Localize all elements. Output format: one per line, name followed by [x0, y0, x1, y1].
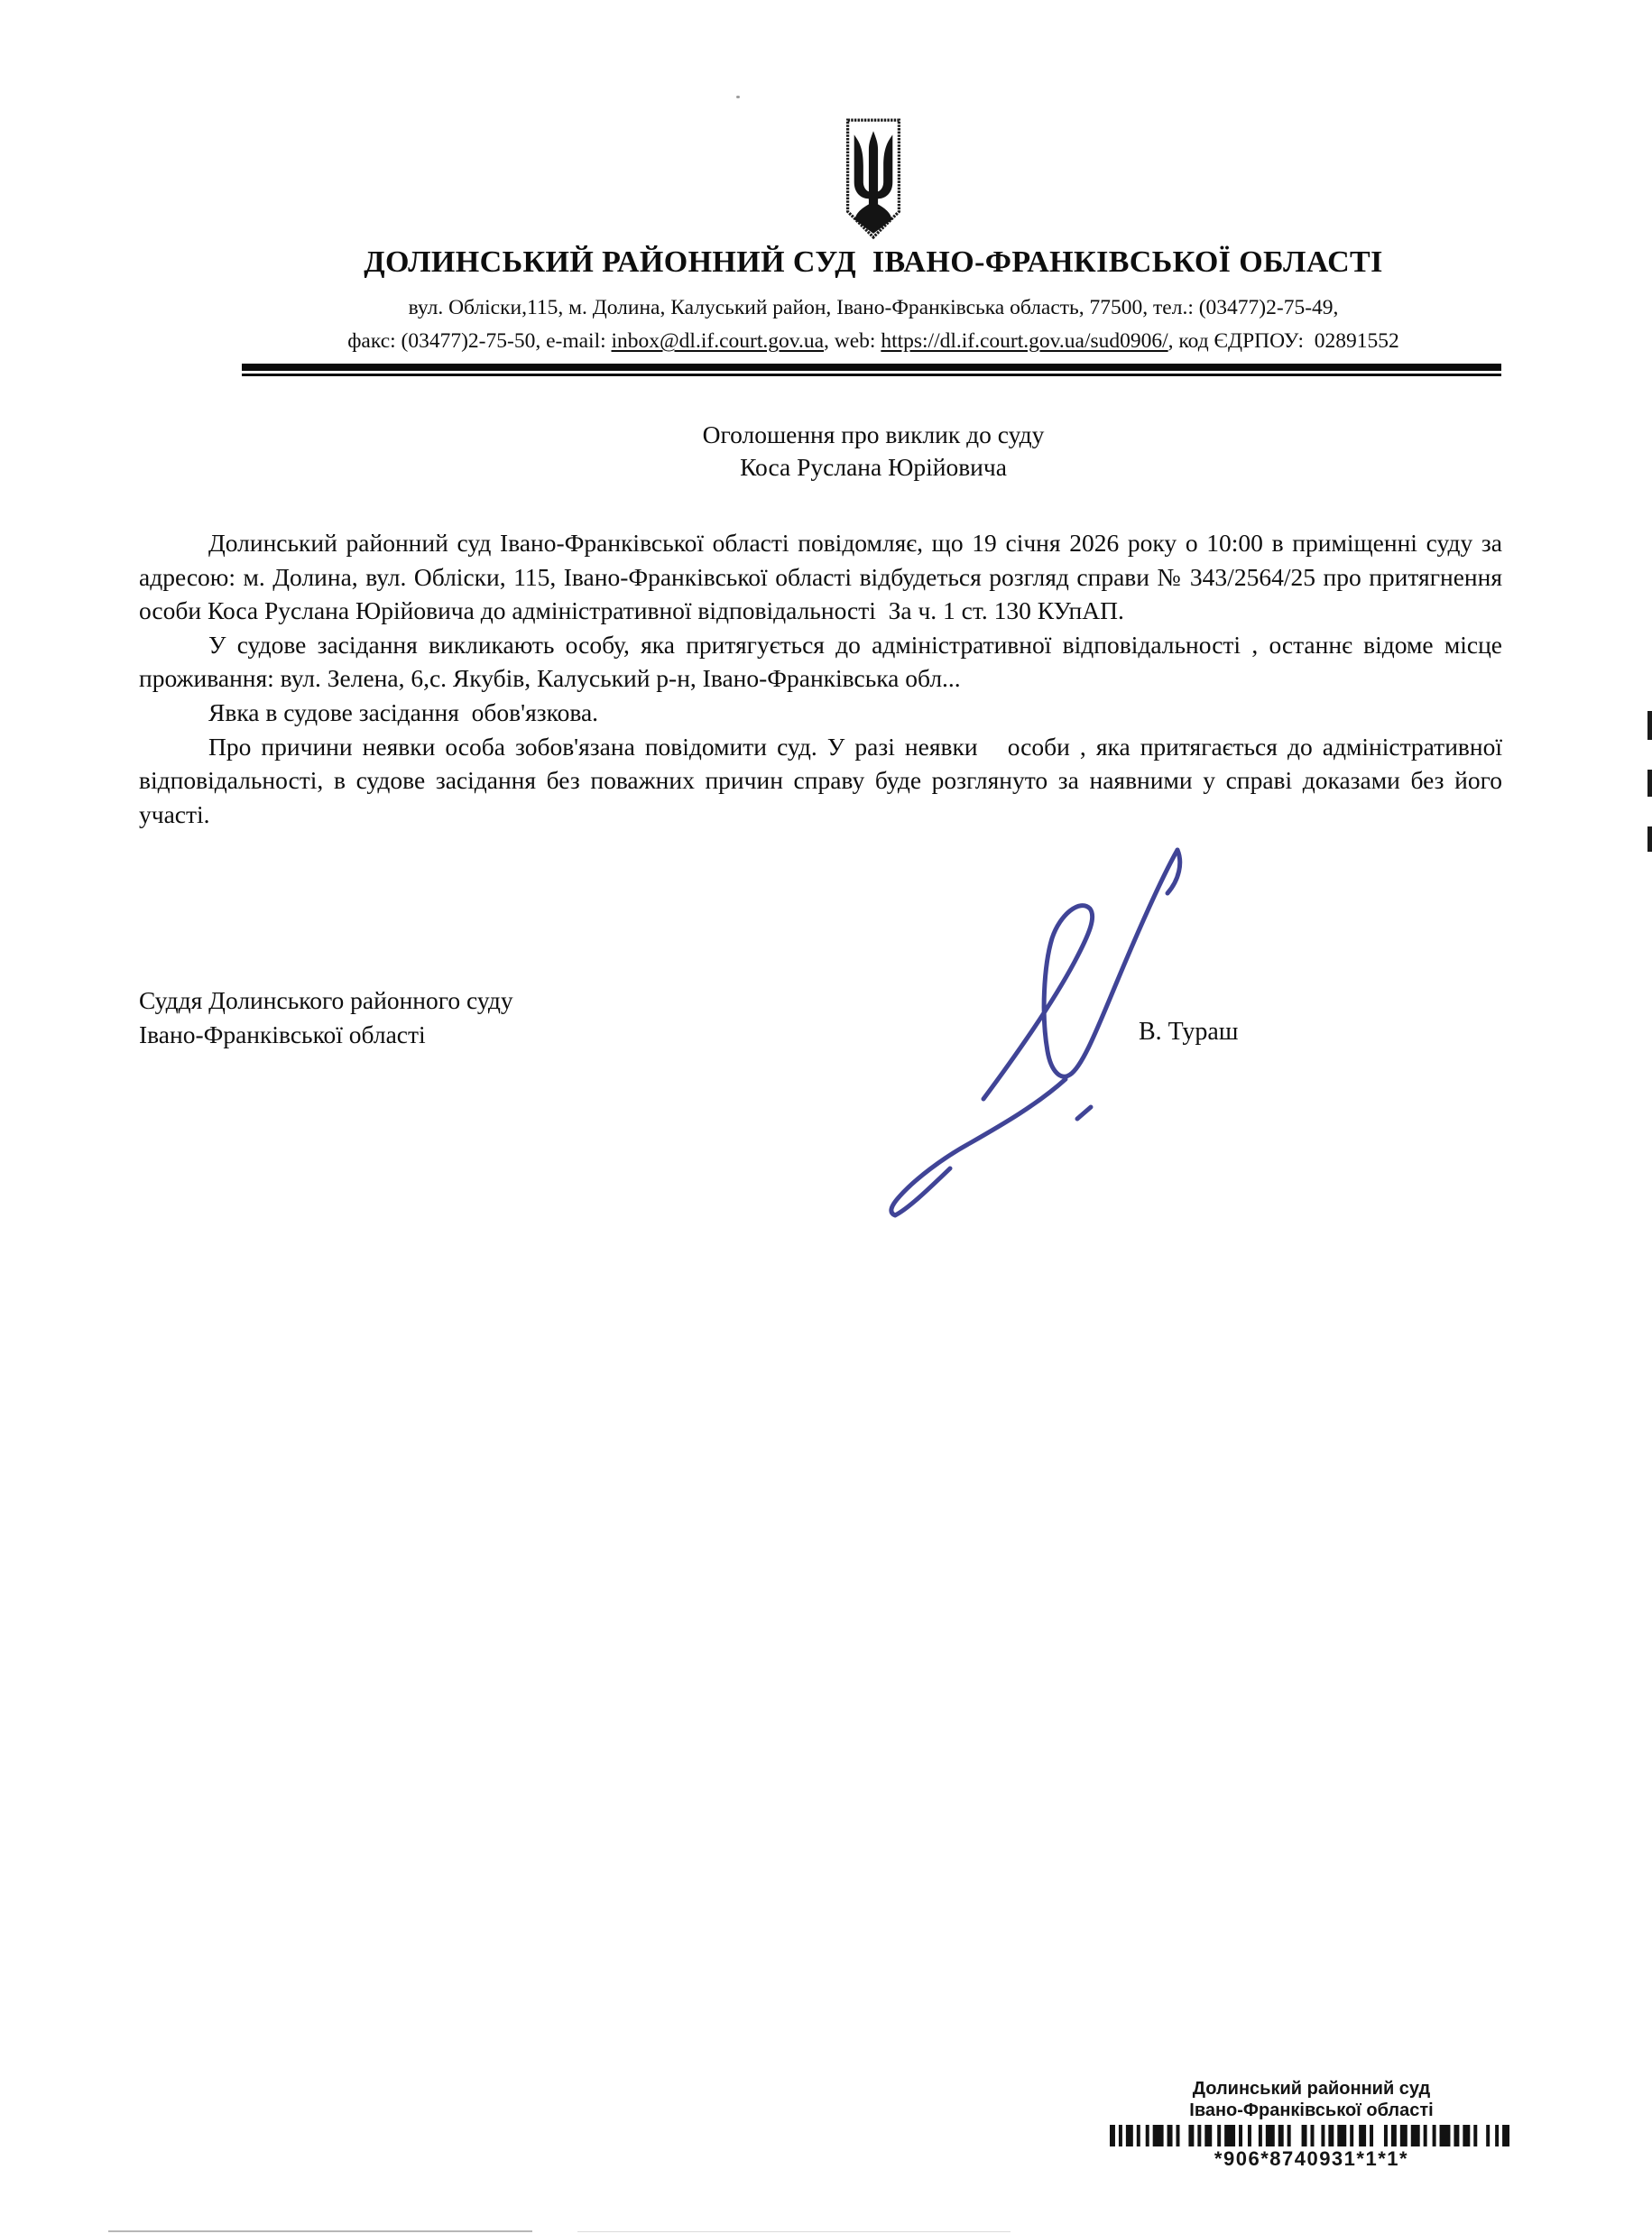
judge-title-line2: Івано-Франківської області — [139, 1020, 426, 1048]
court-address-line: вул. Обліски,115, м. Долина, Калуський район, Івано-Франківська область, 77500, тел.: (03477)2-75-49, — [408, 296, 1339, 319]
scan-edge-artifact — [1647, 711, 1652, 740]
edrpou-code: , код ЄДРПОУ: 02891552 — [1167, 329, 1399, 353]
paragraph-absence-warning: Про причини неявки особа зобов'язана повідомити суд. У разі неявки особи , яка притягається до адміністративної відповідальності, в судове засідання без поважних причин справу буде розглянуто за наявними у справі доказами без його участі. — [139, 732, 1509, 828]
paragraph-hearing-info: Долинський районний суд Івано-Франківської області повідомляє, що 19 січня 2026 року о 10:00 в приміщенні суду за адресою: м. Долина, вул. Обліски, 115, Івано-Франківської області відбудеться розгляд справи № 343/2564/25 про притягнення особи Коса Руслана Юрійовича до адміністративної відповідальності За ч. 1 ст. 130 КУпАП. — [139, 529, 1509, 625]
paragraph-summons: У судове засідання викликають особу, яка притягується до адміністративної відповідальності , останнє відоме місце проживання: вул. Зелена, 6,с. Якубів, Калуський р-н, Івано-Франківська обл... — [139, 630, 1509, 693]
court-name-heading: ДОЛИНСЬКИЙ РАЙОННИЙ СУД ІВАНО-ФРАНКІВСЬКОЇ ОБЛАСТІ — [364, 245, 1383, 279]
footer-court-region: Івано-Франківської області — [1189, 2100, 1434, 2120]
coat-of-arms-trident-icon — [826, 115, 920, 243]
web-label: , web: — [824, 329, 881, 353]
court-website: https://dl.if.court.gov.ua/sud0906/ — [881, 329, 1168, 353]
footer-court-name: Долинський районний суд — [1192, 2079, 1431, 2099]
document-title: Оголошення про виклик до суду — [702, 420, 1045, 448]
scan-edge-artifact — [1647, 770, 1652, 797]
judge-name: В. Тураш — [1139, 1018, 1239, 1046]
paragraph-attendance: Явка в судове засідання обов'язкова. — [208, 697, 599, 726]
document-subject-person: Коса Руслана Юрійовича — [740, 453, 1007, 481]
footer-barcode-block — [1110, 2078, 1513, 2171]
barcode — [1110, 2125, 1652, 2146]
scan-speck — [736, 96, 740, 98]
court-contacts-line — [135, 328, 1611, 355]
fax-label: факс: (03477)2-75-50, e-mail: — [347, 329, 612, 353]
barcode-number: *906*8740931*1*1* — [1214, 2147, 1409, 2170]
scan-bottom-artifact — [577, 2231, 1011, 2232]
court-email: inbox@dl.if.court.gov.ua — [611, 329, 825, 353]
scan-edge-artifact — [1647, 826, 1652, 852]
document-body — [139, 526, 1509, 831]
header-divider-rule — [242, 364, 1501, 376]
judge-title-block — [139, 983, 513, 1052]
scan-bottom-artifact — [108, 2230, 532, 2232]
judge-title-line1: Суддя Долинського районного суду — [139, 986, 513, 1014]
